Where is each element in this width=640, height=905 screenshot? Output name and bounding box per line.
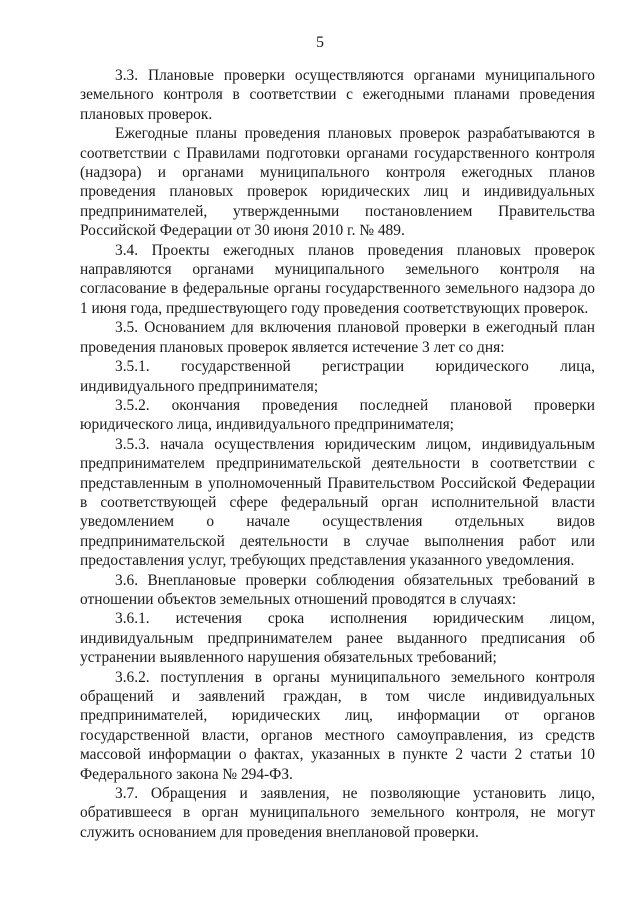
paragraph-3-6-1: 3.6.1. истечения срока исполнения юридическим лицом, индивидуальным предпринимателем ранее выданного предписания об устранении выявленного нарушения обязательных требований; <box>80 610 595 667</box>
paragraph-3-5-2: 3.5.2. окончания проведения последней плановой проверки юридического лица, индивидуального предпринимателя; <box>80 396 595 434</box>
paragraph-3-7: 3.7. Обращения и заявления, не позволяющие установить лицо, обратившееся в орган муниципального земельного контроля, не могут служить основанием для проведения внеплановой проверки. <box>80 785 595 841</box>
paragraph-3-6: 3.6. Внеплановые проверки соблюдения обязательных требований в отношении объектов земельных отношений проводятся в случаях: <box>80 571 595 608</box>
paragraph-3-6-2: 3.6.2. поступления в органы муниципального земельного контроля обращений и заявлений граждан, в том числе индивидуальных предпринимателей, юридических лиц, информации от органов государственной власти, органов местного самоуправления, из средств массовой информации о фактах, указанных в пункте 2 части 2 статьи 10 Федерального закона № 294-ФЗ. <box>80 668 595 783</box>
paragraph-3-3: 3.3. Плановые проверки осуществляются органами муниципального земельного контроля в соответствии с ежегодными планами проведения плановых проверок. <box>80 67 595 123</box>
paragraph-3-5-3: 3.5.3. начала осуществления юридическим лицом, индивидуальным предпринимателем предпринимательской деятельности в соответствии с представленным в уполномоченный Правительством Российской Федерации в соответствующей сфере федеральный орган исполнительной власти уведомлением о начале осуществления отдельных видов предпринимательской деятельности в случае выполнения работ или предоставления услуг, требующих представления указанного уведомления. <box>80 435 595 570</box>
paragraph-3-4: 3.4. Проекты ежегодных планов проведения плановых проверок направляются органами муниципального земельного контроля на согласование в федеральные органы государственного земельного надзора до 1 июня года, предшествующего году проведения соответствующих проверок. <box>80 241 595 317</box>
paragraph-annual-plans: Ежегодные планы проведения плановых проверок разрабатываются в соответствии с Правилами подготовки органами государственного контроля (надзора) и органами муниципального контроля ежегодных планов проведения плановых проверок юридических лиц и индивидуальных предпринимателей, утвержденными постановлением Правительства Российской Федерации от 30 июня 2010 г. № 489. <box>80 125 595 240</box>
paragraph-3-5: 3.5. Основанием для включения плановой проверки в ежегодный план проведения плановых проверок является истечение 3 лет со дня: <box>80 319 595 356</box>
document-body <box>80 66 595 842</box>
page-number: 5 <box>316 34 324 51</box>
paragraph-3-5-1: 3.5.1. государственной регистрации юридического лица, индивидуального предпринимателя; <box>80 358 595 395</box>
